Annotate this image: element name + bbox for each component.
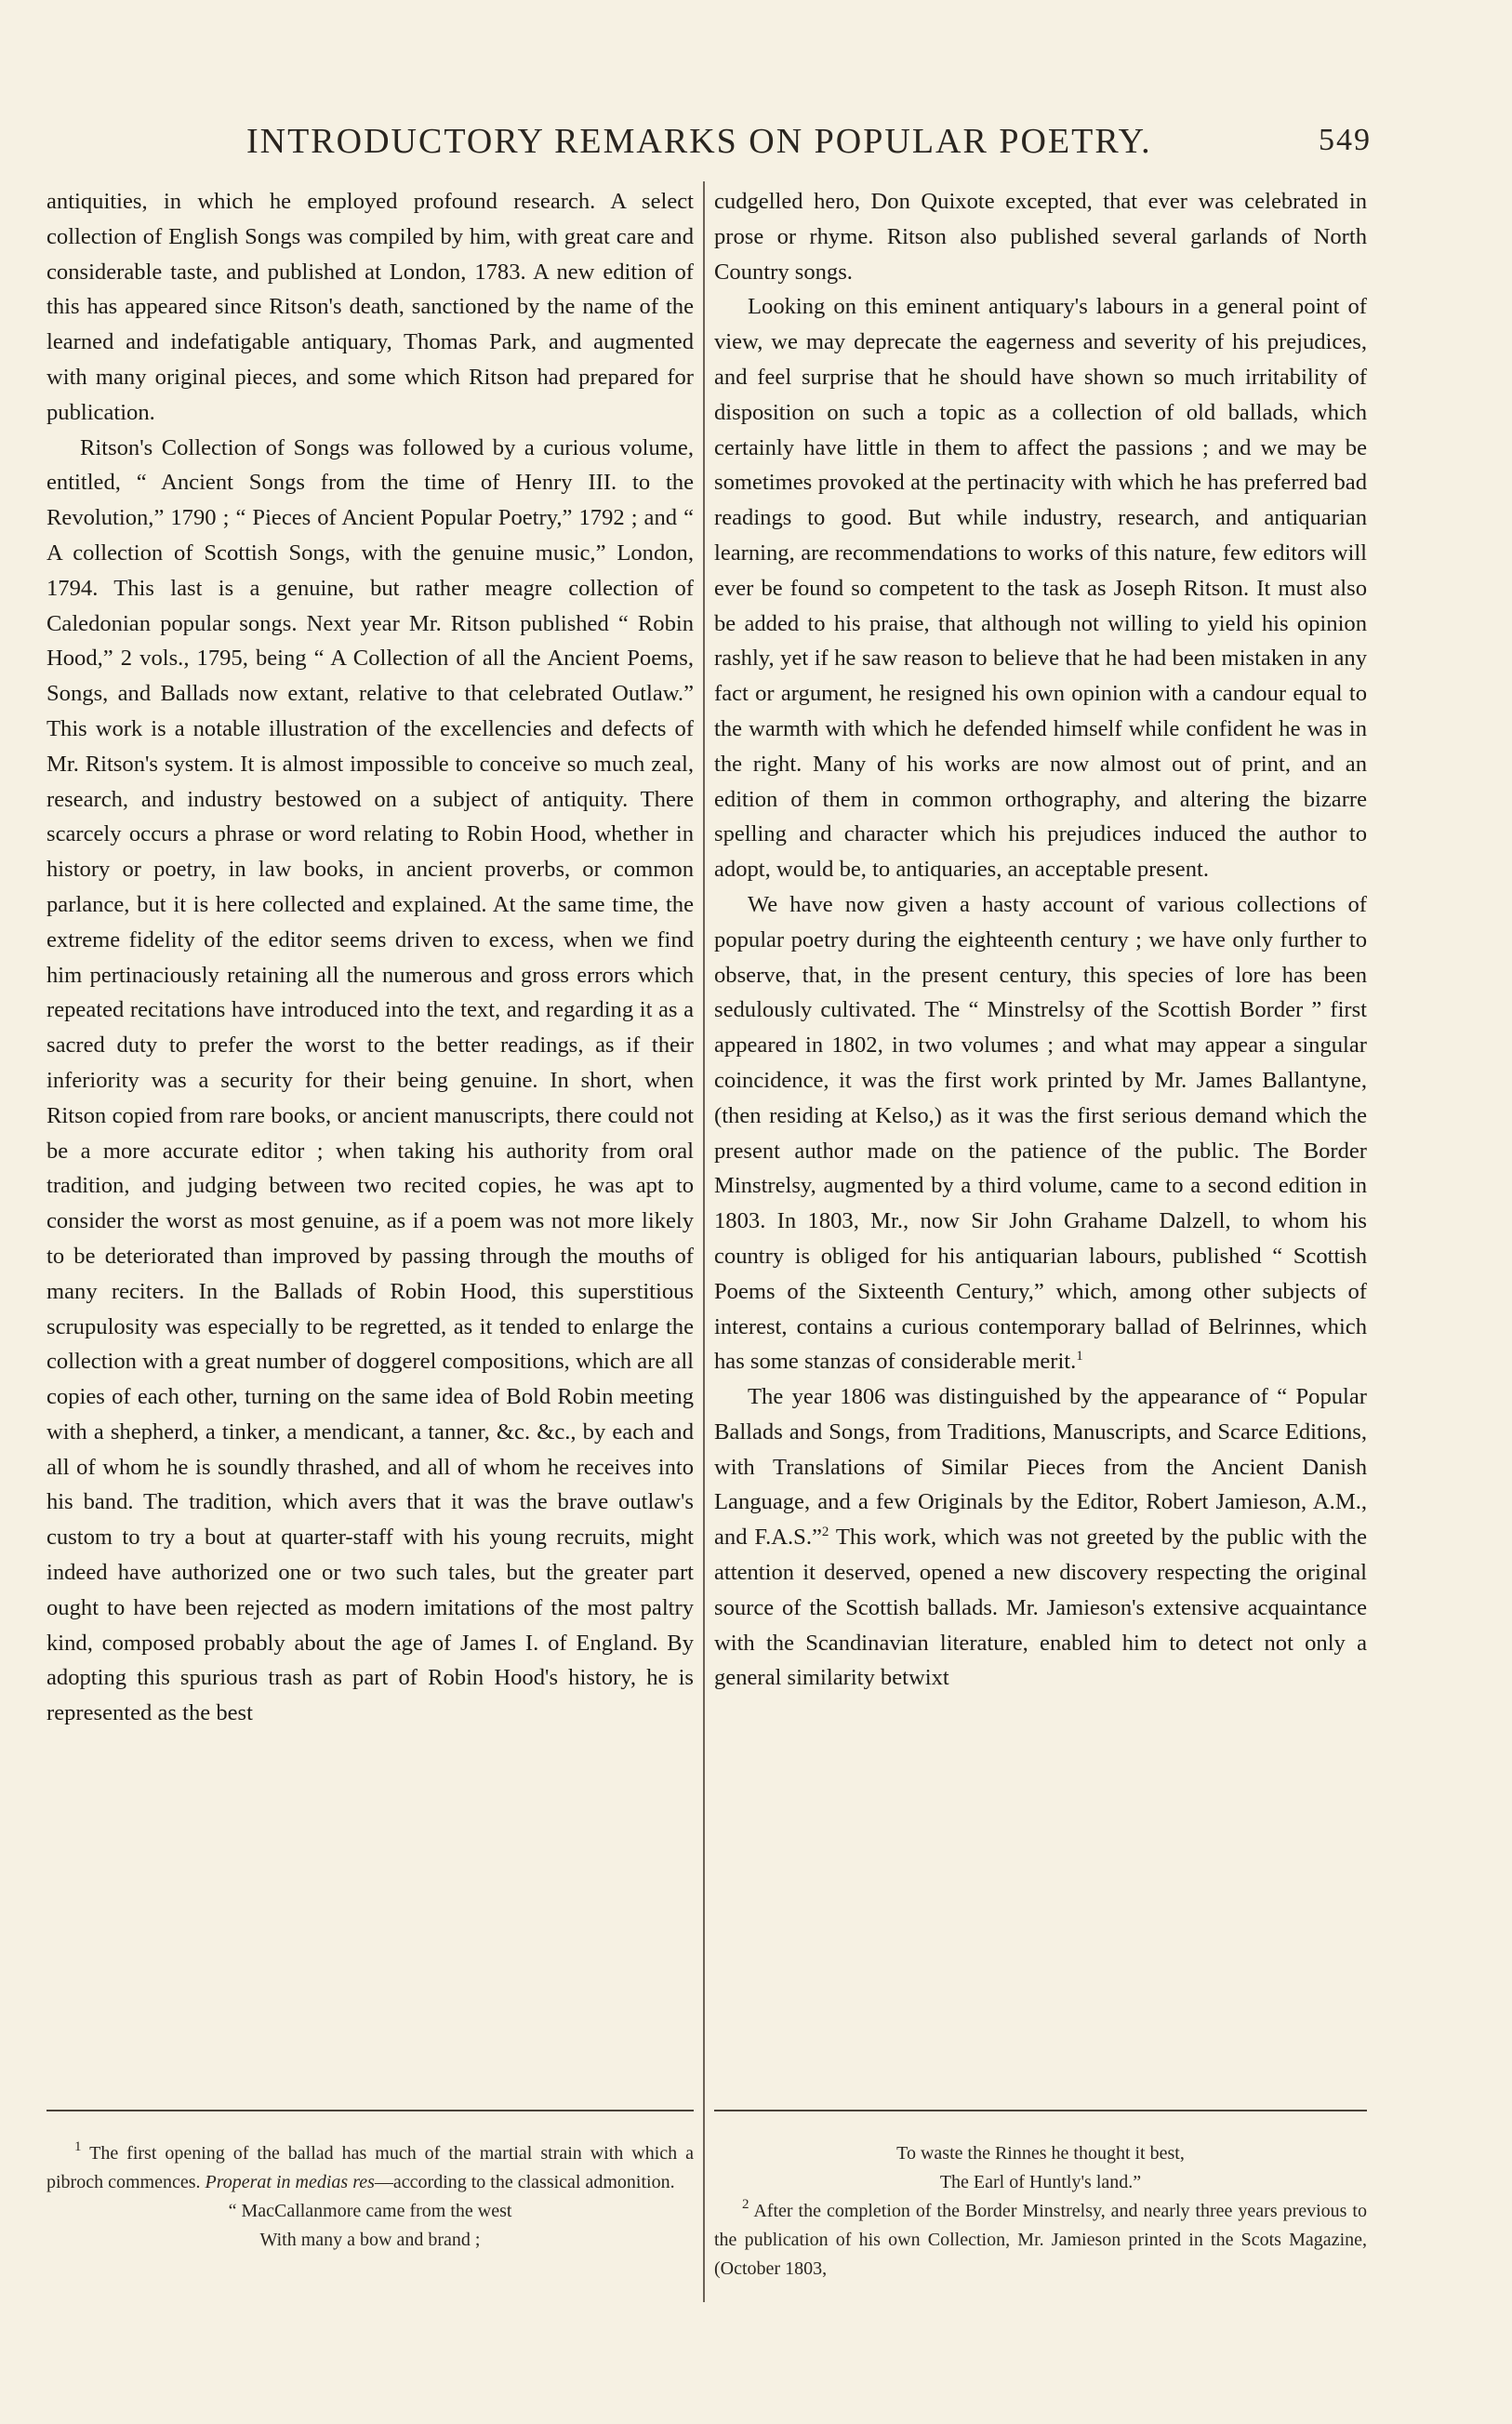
page-number: 549 xyxy=(1319,123,1372,157)
footnote-ref[interactable]: 1 xyxy=(1076,1349,1083,1365)
paragraph xyxy=(714,887,1367,1379)
paragraph: Ritson's Collection of Songs was followed by a curious volume, entitled, “ Ancient Songs from the time of Henry III. to the Revolution,” 1790 ; “ Pieces of Ancient Popular Poetry,” 1792 ; and “ A collection of Scottish Songs, with the genuine music,” London, 1794. This last is a genuine, but rather meagre collection of Caledonian popular songs. Next year Mr. Ritson published “ Robin Hood,” 2 vols., 1795, being “ A Collection of all the Ancient Poems, Songs, and Ballads now extant, relative to that celebrated Outlaw.” This work is a notable illustration of the excellencies and defects of Mr. Ritson's system. It is almost impossible to conceive so much zeal, research, and industry bestowed on a subject of antiquity. There scarcely occurs a phrase or word relating to Robin Hood, whether in history or poetry, in law books, in ancient proverbs, or common parlance, but it is here collected and explained. At the same time, the extreme fidelity of the editor seems driven to excess, when we find him pertinaciously retaining all the numerous and gross errors which repeated recitations have introduced into the text, and regarding it as a sacred duty to prefer the worst to the better readings, as if their inferiority was a security for their being genuine. In short, when Ritson copied from rare books, or ancient manuscripts, there could not be a more accurate editor ; when taking his authority from oral tradition, and judging between two recited copies, he was apt to consider the worst as most genuine, as if a poem was not more likely to be deteriorated than improved by passing through the mouths of many reciters. In the Ballads of Robin Hood, this superstitious scrupulosity was especially to be regretted, as it tended to enlarge the collection with a great number of doggerel compositions, which are all copies of each other, turning on the same idea of Bold Robin meeting with a shepherd, a tinker, a mendicant, a tanner, &c. &c., by each and all of whom he is soundly thrashed, and all of whom he receives into his band. The tradition, which avers that it was the brave outlaw's custom to try a bout at quarter-staff with his young recruits, might indeed have authorized one or two such tales, but the greater part ought to have been rejected as modern imitations of the most paltry kind, composed probably about the age of James I. of England. By adopting this spurious trash as part of Robin Hood's history, he is represented as the best xyxy=(46,434,694,1726)
footnotes-right xyxy=(714,2139,1367,2284)
right-column xyxy=(714,184,1367,1696)
footnote-text: —according to the classical admonition. xyxy=(374,2172,675,2192)
paragraph xyxy=(714,1379,1367,1696)
column-divider xyxy=(703,181,705,2302)
footnote-text: After the completion of the Border Minstrelsy, and nearly three years previous to the publication of his own Collection, Mr. Jamieson printed in the Scots Magazine, (October 1803, xyxy=(714,2201,1367,2279)
verse-line: With many a bow and brand ; xyxy=(259,2230,481,2250)
paragraph: antiquities, in which he employed profound research. A select collection of English Songs was compiled by him, with great care and considerable taste, and published at London, 1783. A new edition of this has appeared since Ritson's death, sanctioned by the name of the learned and indefatigable antiquary, Thomas Park, and augmented with many original pieces, and some which Ritson had prepared for publication. xyxy=(46,189,694,425)
footnotes-left xyxy=(46,2139,694,2255)
page-title: INTRODUCTORY REMARKS ON POPULAR POETRY. xyxy=(246,122,1152,161)
verse-line: To waste the Rinnes he thought it best, xyxy=(896,2143,1185,2164)
footnote xyxy=(46,2139,694,2197)
footnote-rule-left xyxy=(46,2110,694,2111)
footnote xyxy=(714,2197,1367,2284)
footnote-text: The first opening of the ballad has much of the martial strain with which a pibroch commences. xyxy=(46,2143,694,2192)
footnote-ref[interactable]: 2 xyxy=(821,1525,829,1540)
verse-line: The Earl of Huntly's land.” xyxy=(939,2172,1142,2192)
footnote-mark: 2 xyxy=(742,2197,749,2212)
paragraph: cudgelled hero, Don Quixote excepted, that ever was celebrated in prose or rhyme. Ritson also published several garlands of North Country songs. xyxy=(714,189,1367,285)
paragraph-text: This work, which was not greeted by the public with the attention it deserved, opened a new discovery respecting the original source of the Scottish ballads. Mr. Jamieson's extensive acquaintance with the Scandinavian literature, enabled him to detect not only a general similarity betwixt xyxy=(714,1525,1367,1691)
footnote-mark: 1 xyxy=(74,2139,82,2154)
paragraph: Looking on this eminent antiquary's labours in a general point of view, we may deprecate the eagerness and severity of his prejudices, and feel surprise that he should have shown so much irritability of disposition on such a topic as a collection of old ballads, which certainly have little in them to affect the passions ; and we may be sometimes provoked at the pertinacity with which he has preferred bad readings to good. But while industry, research, and antiquarian learning, are recommendations to works of this nature, few editors will ever be found so competent to the task as Joseph Ritson. It must also be added to his praise, that although not willing to yield his opinion rashly, yet if he saw reason to believe that he had been mistaken in any fact or argument, he resigned his own opinion with a candour equal to the warmth with which he defended himself while confident he was in the right. Many of his works are now almost out of print, and an edition of them in common orthography, and altering the bizarre spelling and character which his prejudices induced the author to adopt, would be, to antiquaries, an acceptable present. xyxy=(714,294,1367,883)
footnote-rule-right xyxy=(714,2110,1367,2111)
verse-line: “ MacCallanmore came from the west xyxy=(228,2201,512,2221)
left-column xyxy=(46,184,694,1731)
footnote-italic: Properat in medias res xyxy=(205,2172,375,2192)
paragraph-text: The year 1806 was distinguished by the appearance of “ Popular Ballads and Songs, from Traditions, Manuscripts, and Scarce Editions, with Translations of Similar Pieces from the Ancient Danish Language, and a few Originals by the Editor, Robert Jamieson, A.M., and F.A.S.” xyxy=(714,1384,1367,1551)
paragraph-text: We have now given a hasty account of various collections of popular poetry during the eighteenth century ; we have only further to observe, that, in the present century, this species of lore has been sedulously cultivated. The “ Minstrelsy of the Scottish Border ” first appeared in 1802, in two volumes ; and what may appear a singular coincidence, it was the first work printed by Mr. James Ballantyne, (then residing at Kelso,) as it was the first serious demand which the present author made on the patience of the public. The Border Minstrelsy, augmented by a third volume, came to a second edition in 1803. In 1803, Mr., now Sir John Grahame Dalzell, to whom his country is obliged for his antiquarian labours, published “ Scottish Poems of the Sixteenth Century,” which, among other subjects of interest, contains a curious contemporary ballad of Belrinnes, which has some stanzas of considerable merit. xyxy=(714,891,1367,1375)
